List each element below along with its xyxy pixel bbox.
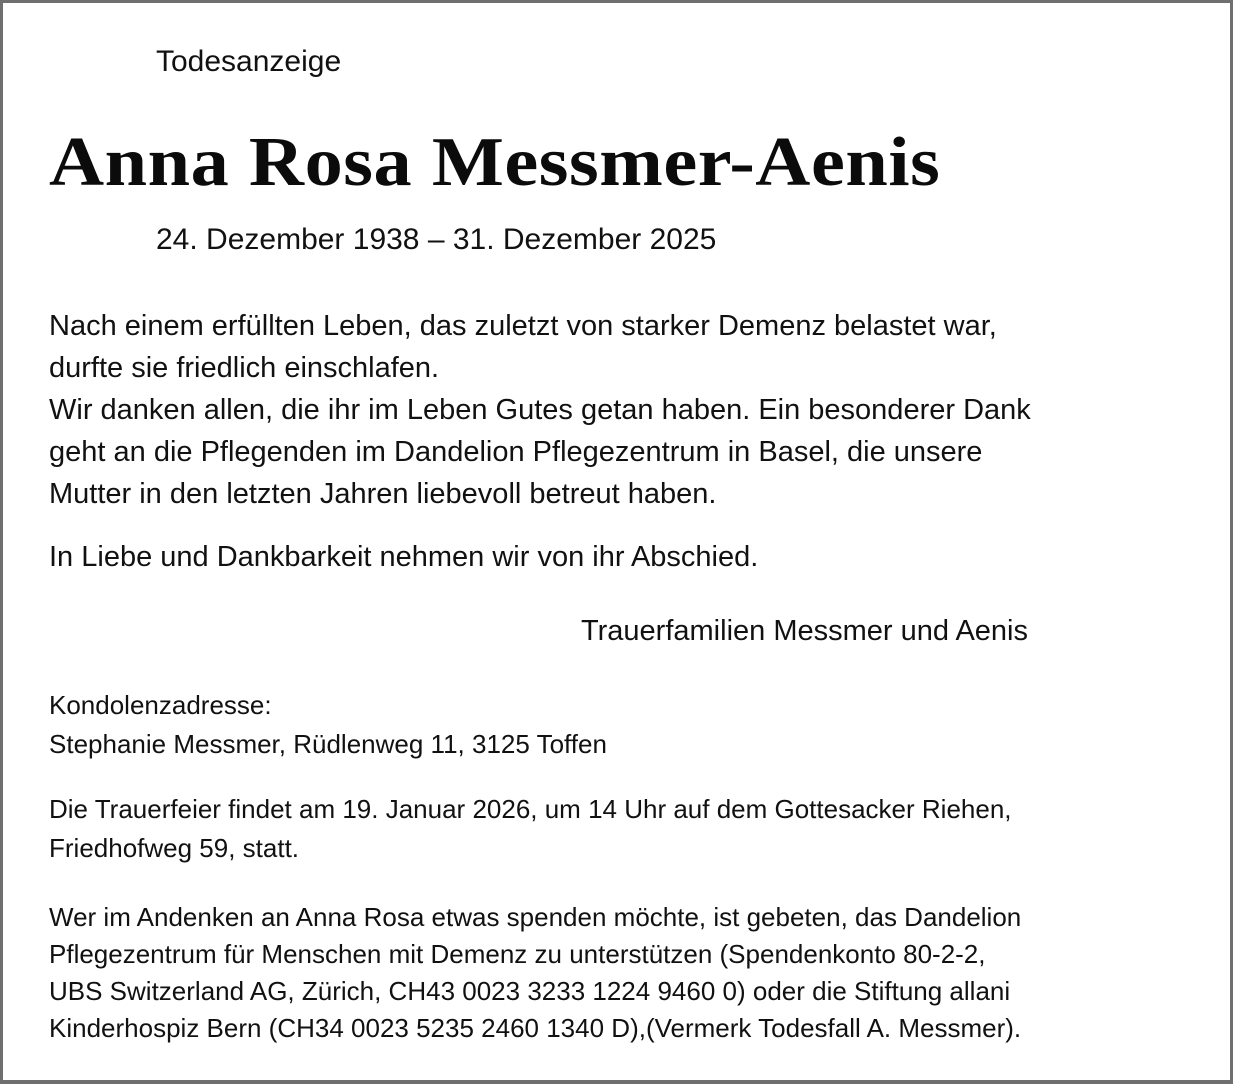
obituary-line: Wir danken allen, die ihr im Leben Gutes getan haben. Ein besonderer Dank bbox=[49, 394, 1031, 426]
condolence-address bbox=[49, 686, 607, 764]
notice-kicker: Todesanzeige bbox=[156, 45, 342, 78]
obituary-line: durfte sie friedlich einschlafen. bbox=[49, 352, 440, 384]
condolence-label: Kondolenzadresse: bbox=[49, 690, 272, 720]
donation-info bbox=[49, 899, 1021, 1047]
donation-line: Kinderhospiz Bern (CH34 0023 5235 2460 1340 D),(Vermerk Todesfall A. Messmer). bbox=[49, 1013, 1022, 1043]
obituary-line: Mutter in den letzten Jahren liebevoll betreut haben. bbox=[49, 478, 717, 510]
donation-line: Pflegezentrum für Menschen mit Demenz zu unterstützen (Spendenkonto 80-2-2, bbox=[49, 939, 986, 969]
ceremony-line: Friedhofweg 59, statt. bbox=[49, 833, 300, 863]
obituary-line: Nach einem erfüllten Leben, das zuletzt von starker Demenz belastet war, bbox=[49, 310, 997, 342]
obituary-paragraph bbox=[49, 305, 1031, 515]
donation-line: Wer im Andenken an Anna Rosa etwas spenden möchte, ist gebeten, das Dandelion bbox=[49, 902, 1022, 932]
obituary-line: geht an die Pflegenden im Dandelion Pflegezentrum in Basel, die unsere bbox=[49, 436, 983, 468]
ceremony-info bbox=[49, 790, 1012, 868]
ceremony-line: Die Trauerfeier findet am 19. Januar 2026, um 14 Uhr auf dem Gottesacker Riehen, bbox=[49, 794, 1012, 824]
donation-line: UBS Switzerland AG, Zürich, CH43 0023 3233 1224 9460 0) oder die Stiftung allani bbox=[49, 976, 1011, 1006]
family-signature: Trauerfamilien Messmer und Aenis bbox=[581, 615, 1028, 647]
deceased-name: Anna Rosa Messmer-Aenis bbox=[49, 124, 941, 201]
condolence-contact: Stephanie Messmer, Rüdlenweg 11, 3125 Toffen bbox=[49, 729, 607, 759]
farewell-line: In Liebe und Dankbarkeit nehmen wir von ihr Abschied. bbox=[49, 541, 759, 573]
life-dates: 24. Dezember 1938 – 31. Dezember 2025 bbox=[156, 223, 717, 256]
